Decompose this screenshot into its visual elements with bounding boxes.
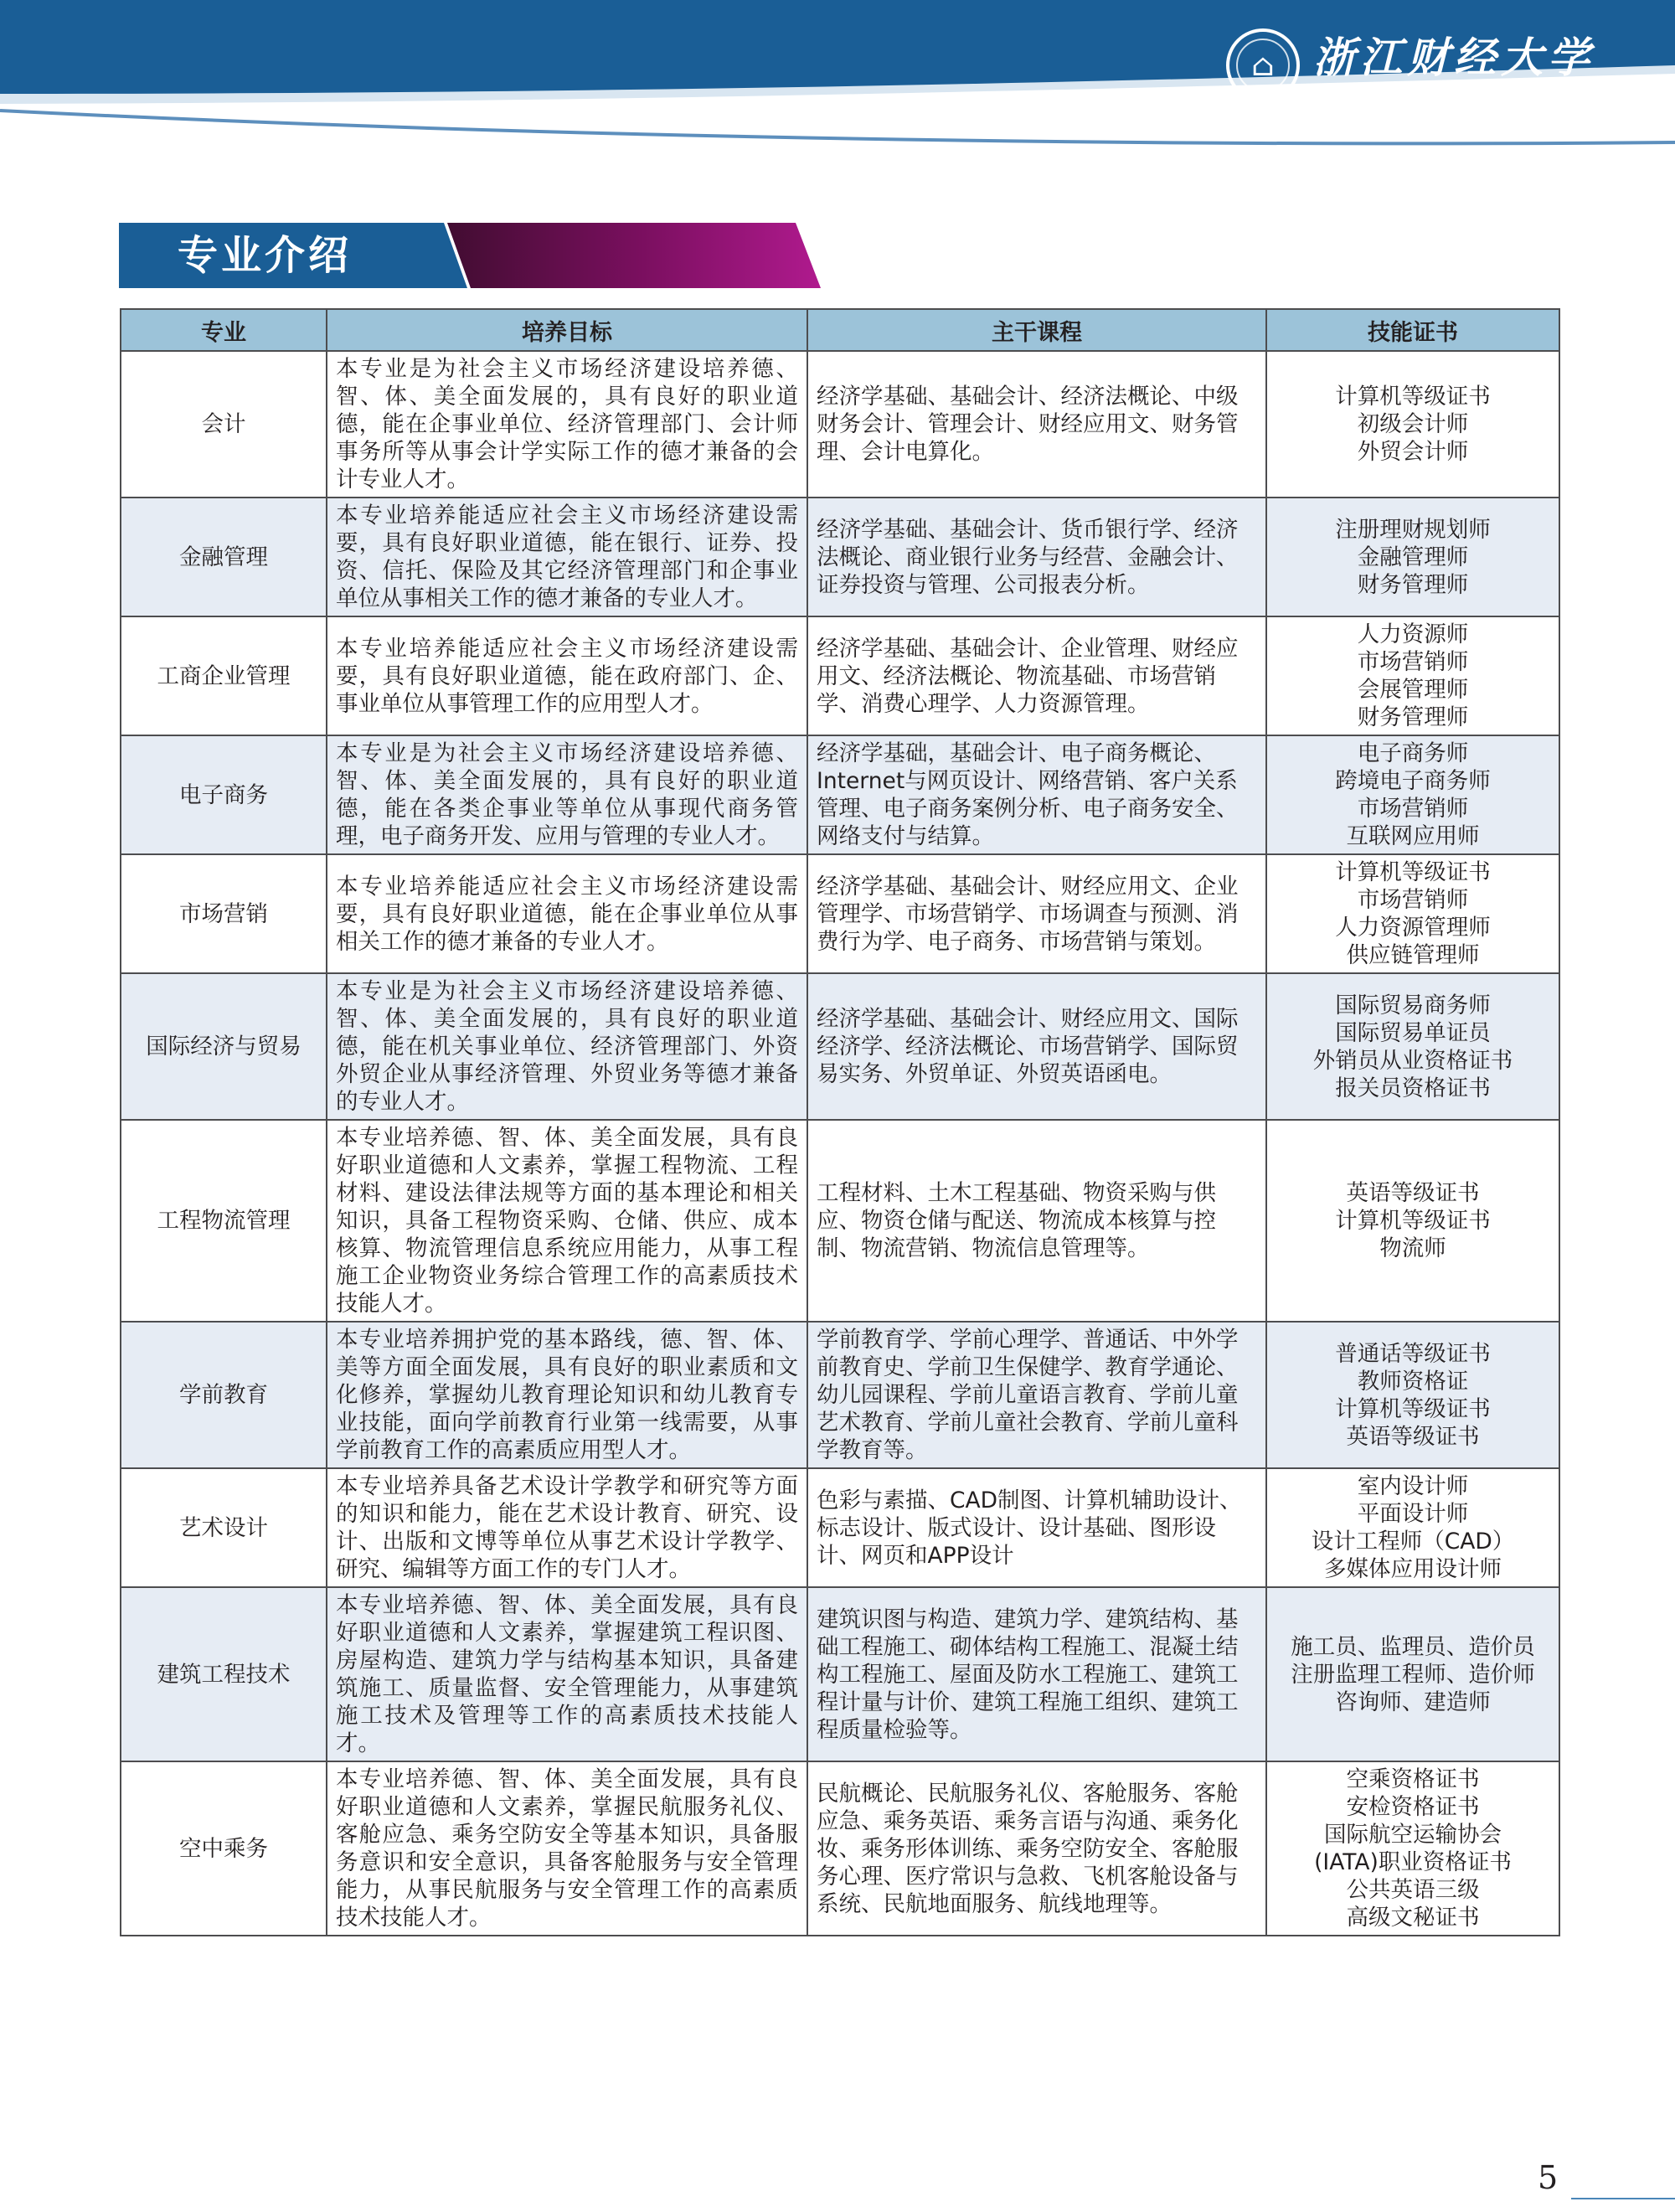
training-goal-cell: 本专业是为社会主义市场经济建设培养德、智、体、美全面发展的，具有良好的职业道德，能在企事业单位、经济管理部门、会计师事务所等从事会计学实际工作的德才兼备的会计专业人才。 <box>327 351 807 498</box>
core-courses-cell: 经济学基础、基础会计、财经应用文、国际经济学、经济法概论、市场营销学、国际贸易实务、外贸单证、外贸英语函电。 <box>807 973 1266 1120</box>
table-row <box>121 1120 1559 1322</box>
school-name-cn: 浙江财经大学 <box>1313 33 1595 82</box>
certificates-cell <box>1266 1322 1559 1468</box>
certificate-item: 公共英语三级 <box>1346 1877 1480 1903</box>
table-header-row <box>121 309 1559 351</box>
university-logo <box>1226 25 1595 106</box>
certificate-item: 计算机等级证书 <box>1335 384 1491 410</box>
training-goal-cell: 本专业是为社会主义市场经济建设培养德、智、体、美全面发展的，具有良好的职业道德，能在各类企事业等单位从事现代商务管理，电子商务开发、应用与管理的专业人才。 <box>327 735 807 854</box>
certificate-item: 计算机等级证书 <box>1335 1395 1491 1422</box>
certificates-cell <box>1266 1761 1559 1936</box>
major-name-cell: 工商企业管理 <box>121 616 327 735</box>
table-row <box>121 351 1559 498</box>
training-goal-cell: 本专业培养德、智、体、美全面发展，具有良好职业道德和人文素养，掌握民航服务礼仪、客舱应急、乘务空防安全等基本知识，具备服务意识和安全意识，具备客舱服务与安全管理能力，从事民航服务与安全管理工作的高素质技术技能人才。 <box>327 1761 807 1936</box>
certificate-item: 人力资源师 <box>1357 621 1469 647</box>
header-certs: 技能证书 <box>1266 309 1559 351</box>
core-courses-cell: 工程材料、土木工程基础、物资采购与供应、物资仓储与配送、物流成本核算与控制、物流营销、物流信息管理等。 <box>807 1120 1266 1322</box>
table-row <box>121 1587 1559 1761</box>
header-band <box>0 0 1675 159</box>
certificate-item: 高级文秘证书 <box>1346 1905 1480 1931</box>
certificates-cell <box>1266 351 1559 498</box>
core-courses-cell: 经济学基础、基础会计、货币银行学、经济法概论、商业银行业务与经营、金融会计、证券投资与管理、公司报表分析。 <box>807 498 1266 616</box>
certificate-item: 室内设计师 <box>1357 1473 1469 1499</box>
core-courses-cell: 经济学基础、基础会计、经济法概论、中级财务会计、管理会计、财经应用文、财务管理、会计电算化。 <box>807 351 1266 498</box>
table-row <box>121 735 1559 854</box>
table-body <box>121 351 1559 1936</box>
certificate-item: 供应链管理师 <box>1346 942 1480 968</box>
training-goal-cell: 本专业培养德、智、体、美全面发展，具有良好职业道德和人文素养，掌握工程物流、工程材料、建设法律法规等方面的基本理论和相关知识，具备工程物资采购、仓储、供应、成本核算、物流管理信息系统应用能力，从事工程施工企业物资业务综合管理工作的高素质技术技能人才。 <box>327 1120 807 1322</box>
certificate-item: 物流师 <box>1379 1235 1446 1261</box>
certificate-item: 教师资格证 <box>1357 1368 1469 1395</box>
training-goal-cell: 本专业培养能适应社会主义市场经济建设需要，具有良好职业道德，能在企事业单位从事相关工作的德才兼备的专业人才。 <box>327 854 807 973</box>
certificate-item: 互联网应用师 <box>1346 823 1480 849</box>
training-goal-cell: 本专业培养能适应社会主义市场经济建设需要，具有良好职业道德，能在银行、证券、投资、信托、保险及其它经济管理部门和企事业单位从事相关工作的德才兼备的专业人才。 <box>327 498 807 616</box>
major-name-cell: 电子商务 <box>121 735 327 854</box>
major-name-cell: 会计 <box>121 351 327 498</box>
certificate-item: 普通话等级证书 <box>1335 1340 1491 1367</box>
certificate-item: 平面设计师 <box>1357 1501 1469 1527</box>
header-major: 专业 <box>121 309 327 351</box>
major-name-cell: 工程物流管理 <box>121 1120 327 1322</box>
majors-table <box>120 308 1560 1936</box>
certificate-item: 施工员、监理员、造价员 <box>1291 1633 1535 1660</box>
certificate-item: 注册监理工程师、造价师 <box>1291 1661 1535 1688</box>
core-courses-cell: 学前教育学、学前心理学、普通话、中外学前教育史、学前卫生保健学、教育学通论、幼儿园课程、学前儿童语言教育、学前儿童艺术教育、学前儿童社会教育、学前儿童科学教育等。 <box>807 1322 1266 1468</box>
certificate-item: 国际贸易商务师 <box>1335 992 1491 1018</box>
certificate-item: 计算机等级证书 <box>1335 1208 1491 1234</box>
core-courses-cell: 经济学基础、基础会计、企业管理、财经应用文、经济法概论、物流基础、市场营销学、消费心理学、人力资源管理。 <box>807 616 1266 735</box>
core-courses-cell: 色彩与素描、CAD制图、计算机辅助设计、标志设计、版式设计、设计基础、图形设计、网页和APP设计 <box>807 1468 1266 1587</box>
certificate-item: 英语等级证书 <box>1346 1423 1480 1450</box>
certificate-item: 外贸会计师 <box>1357 439 1469 465</box>
training-goal-cell: 本专业培养能适应社会主义市场经济建设需要，具有良好职业道德，能在政府部门、企、事业单位从事管理工作的应用型人才。 <box>327 616 807 735</box>
certificates-cell <box>1266 498 1559 616</box>
footer-divider <box>1571 2198 1675 2199</box>
major-name-cell: 学前教育 <box>121 1322 327 1468</box>
certificate-item: 会展管理师 <box>1357 677 1469 703</box>
certificate-item: (IATA)职业资格证书 <box>1314 1849 1512 1875</box>
certificates-cell <box>1266 854 1559 973</box>
table-row <box>121 498 1559 616</box>
certificate-item: 安检资格证书 <box>1346 1794 1480 1820</box>
certificates-cell <box>1266 735 1559 854</box>
certificate-item: 市场营销师 <box>1357 887 1469 913</box>
certificate-item: 英语等级证书 <box>1346 1180 1480 1206</box>
major-name-cell: 市场营销 <box>121 854 327 973</box>
certificate-item: 空乘资格证书 <box>1346 1766 1480 1792</box>
certificate-item: 注册理财规划师 <box>1335 516 1491 543</box>
certificate-item: 国际贸易单证员 <box>1335 1019 1491 1046</box>
table-row <box>121 973 1559 1120</box>
major-name-cell: 建筑工程技术 <box>121 1587 327 1761</box>
training-goal-cell: 本专业培养具备艺术设计学教学和研究等方面的知识和能力，能在艺术设计教育、研究、设计、出版和文博等单位从事艺术设计学教学、研究、编辑等方面工作的专门人才。 <box>327 1468 807 1587</box>
core-courses-cell: 经济学基础、基础会计、财经应用文、企业管理学、市场营销学、市场调查与预测、消费行为学、电子商务、市场营销与策划。 <box>807 854 1266 973</box>
certificate-item: 跨境电子商务师 <box>1335 768 1491 794</box>
certificates-cell <box>1266 616 1559 735</box>
certificate-item: 市场营销师 <box>1357 649 1469 675</box>
certificate-item: 初级会计师 <box>1357 411 1469 437</box>
major-name-cell: 国际经济与贸易 <box>121 973 327 1120</box>
table-row <box>121 616 1559 735</box>
core-courses-cell: 经济学基础，基础会计、电子商务概论、Internet与网页设计、网络营销、客户关系管理、电子商务案例分析、电子商务安全、网络支付与结算。 <box>807 735 1266 854</box>
major-name-cell: 金融管理 <box>121 498 327 616</box>
certificate-item: 财务管理师 <box>1357 571 1469 598</box>
certificate-item: 多媒体应用设计师 <box>1324 1556 1502 1582</box>
header-courses: 主干课程 <box>807 309 1266 351</box>
certificate-item: 市场营销师 <box>1357 796 1469 822</box>
certificate-item: 财务管理师 <box>1357 704 1469 730</box>
training-goal-cell: 本专业是为社会主义市场经济建设培养德、智、体、美全面发展的，具有良好的职业道德，能在机关事业单位、经济管理部门、外资外贸企业从事经济管理、外贸业务等德才兼备的专业人才。 <box>327 973 807 1120</box>
core-courses-cell: 建筑识图与构造、建筑力学、建筑结构、基础工程施工、砌体结构工程施工、混凝土结构工程施工、屋面及防水工程施工、建筑工程计量与计价、建筑工程施工组织、建筑工程质量检验等。 <box>807 1587 1266 1761</box>
certificate-item: 咨询师、建造师 <box>1335 1689 1491 1715</box>
school-name-en: Zhejiang University of Finance & Economics <box>1313 83 1551 96</box>
certificate-item: 外销员从业资格证书 <box>1312 1047 1513 1074</box>
section-title: 专业介绍 <box>178 232 353 279</box>
certificate-item: 金融管理师 <box>1357 544 1469 570</box>
training-goal-cell: 本专业培养德、智、体、美全面发展，具有良好职业道德和人文素养，掌握建筑工程识图、房屋构造、建筑力学与结构基本知识，具备建筑施工、质量监督、安全管理能力，从事建筑施工技术及管理等工作的高素质技术技能人才。 <box>327 1587 807 1761</box>
certificate-item: 电子商务师 <box>1357 740 1469 766</box>
training-goal-cell: 本专业培养拥护党的基本路线，德、智、体、美等方面全面发展，具有良好的职业素质和文化修养，掌握幼儿教育理论知识和幼儿教育专业技能，面向学前教育行业第一线需要，从事学前教育工作的高素质应用型人才。 <box>327 1322 807 1468</box>
major-name-cell: 艺术设计 <box>121 1468 327 1587</box>
header-goal: 培养目标 <box>327 309 807 351</box>
table-row <box>121 1468 1559 1587</box>
certificate-item: 计算机等级证书 <box>1335 859 1491 885</box>
table-row <box>121 854 1559 973</box>
major-name-cell: 空中乘务 <box>121 1761 327 1936</box>
certificates-cell <box>1266 973 1559 1120</box>
page-number: 5 <box>1538 2159 1559 2196</box>
core-courses-cell: 民航概论、民航服务礼仪、客舱服务、客舱应急、乘务英语、乘务言语与沟通、乘务化妆、乘务形体训练、乘务空防安全、客舱服务心理、医疗常识与急救、飞机客舱设备与系统、民航地面服务、航线地理等。 <box>807 1761 1266 1936</box>
section-heading <box>119 223 821 288</box>
certificate-item: 报关员资格证书 <box>1335 1075 1491 1101</box>
certificates-cell <box>1266 1120 1559 1322</box>
certificate-item: 设计工程师（CAD） <box>1311 1529 1515 1555</box>
certificate-item: 国际航空运输协会 <box>1324 1822 1502 1848</box>
certificate-item: 人力资源管理师 <box>1335 915 1491 941</box>
university-seal-icon: ⌂ <box>1226 28 1300 102</box>
certificates-cell <box>1266 1468 1559 1587</box>
table-row <box>121 1761 1559 1936</box>
table-row <box>121 1322 1559 1468</box>
certificates-cell <box>1266 1587 1559 1761</box>
